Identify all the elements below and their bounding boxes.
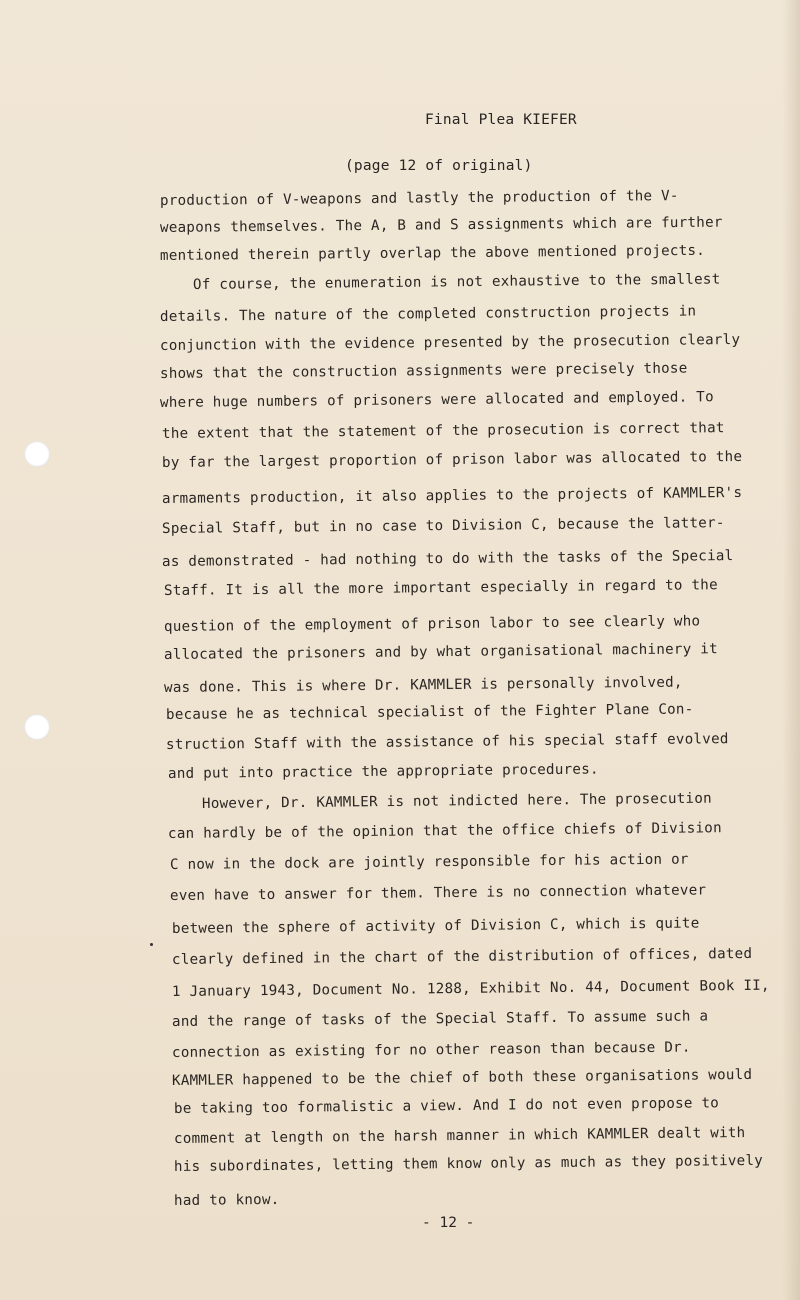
text-line: details. The nature of the completed construction projects in [159,303,697,325]
text-line: can hardly be of the opinion that the office chiefs of Division [167,820,722,842]
text-line: had to know. [173,1191,280,1209]
text-line: allocated the prisoners and by what organisational machinery it [163,641,718,663]
text-line: shows that the construction assignments were precisely those [159,360,688,382]
page-number: - 12 - [422,1215,475,1231]
text-line: as demonstrated - had nothing to do with the tasks of the Special [161,548,734,570]
text-line: question of the employment of prison labor to see clearly who [163,613,701,635]
text-line: production of V-weapons and lastly the production of the V- [159,188,679,209]
page-edge-shadow [782,0,800,1300]
text-line: 1 January 1943, Document No. 1288, Exhibit No. 44, Document Book II, [171,977,770,1000]
text-line: KAMMLER happened to be the chief of both these organisations would [171,1066,753,1089]
ink-speck [150,943,153,946]
text-line: clearly defined in the chart of the distribution of offices, dated [171,945,753,968]
text-line: conjunction with the evidence presented by the prosecution clearly [159,331,741,354]
text-line: his subordinates, letting them know only as much as they positively [173,1152,764,1175]
punch-hole-lower [24,714,50,740]
text-line: between the sphere of activity of Division C, which is quite [171,915,700,937]
text-line: Staff. It is all the more important especially in regard to the [163,577,718,599]
text-line: and the range of tasks of the Special Staff. To assume such a [171,1008,709,1030]
text-line: Special Staff, but in no case to Division C, because the latter- [161,515,725,537]
text-line: struction Staff with the assistance of his special staff evolved [165,731,729,753]
text-line: by far the largest proportion of prison labor was allocated to the [161,448,743,471]
text-line: mentioned therein partly overlap the above mentioned projects. [159,242,706,264]
text-line: armaments production, it also applies to the projects of KAMMLER's [161,484,743,507]
text-line: C now in the dock are jointly responsible for his action or [169,851,689,873]
text-line: weapons themselves. The A, B and S assignments which are further [159,214,723,236]
text-line: Of course, the enumeration is not exhaustive to the smallest [192,271,721,293]
text-line: the extent that the statement of the prosecution is correct that [161,420,725,442]
text-line: connection as existing for no other reason than because Dr. [171,1039,691,1061]
text-line: comment at length on the harsh manner in which KAMMLER dealt with [173,1125,746,1147]
text-line: even have to answer for them. There is no connection whatever [169,882,707,904]
document-title: Final Plea KIEFER [425,112,577,128]
punch-hole-upper [24,441,50,467]
original-page-reference: (page 12 of original) [345,158,533,174]
text-line: was done. This is where Dr. KAMMLER is personally involved, [163,674,683,696]
text-line: and put into practice the appropriate procedures. [167,761,599,782]
text-line: However, Dr. KAMMLER is not indicted here. The prosecution [201,790,712,812]
text-line: because he as technical specialist of the Fighter Plane Con- [165,701,694,723]
text-line: be taking too formalistic a view. And I do not even propose to [173,1095,720,1117]
text-line: where huge numbers of prisoners were allocated and employed. To [159,389,714,411]
